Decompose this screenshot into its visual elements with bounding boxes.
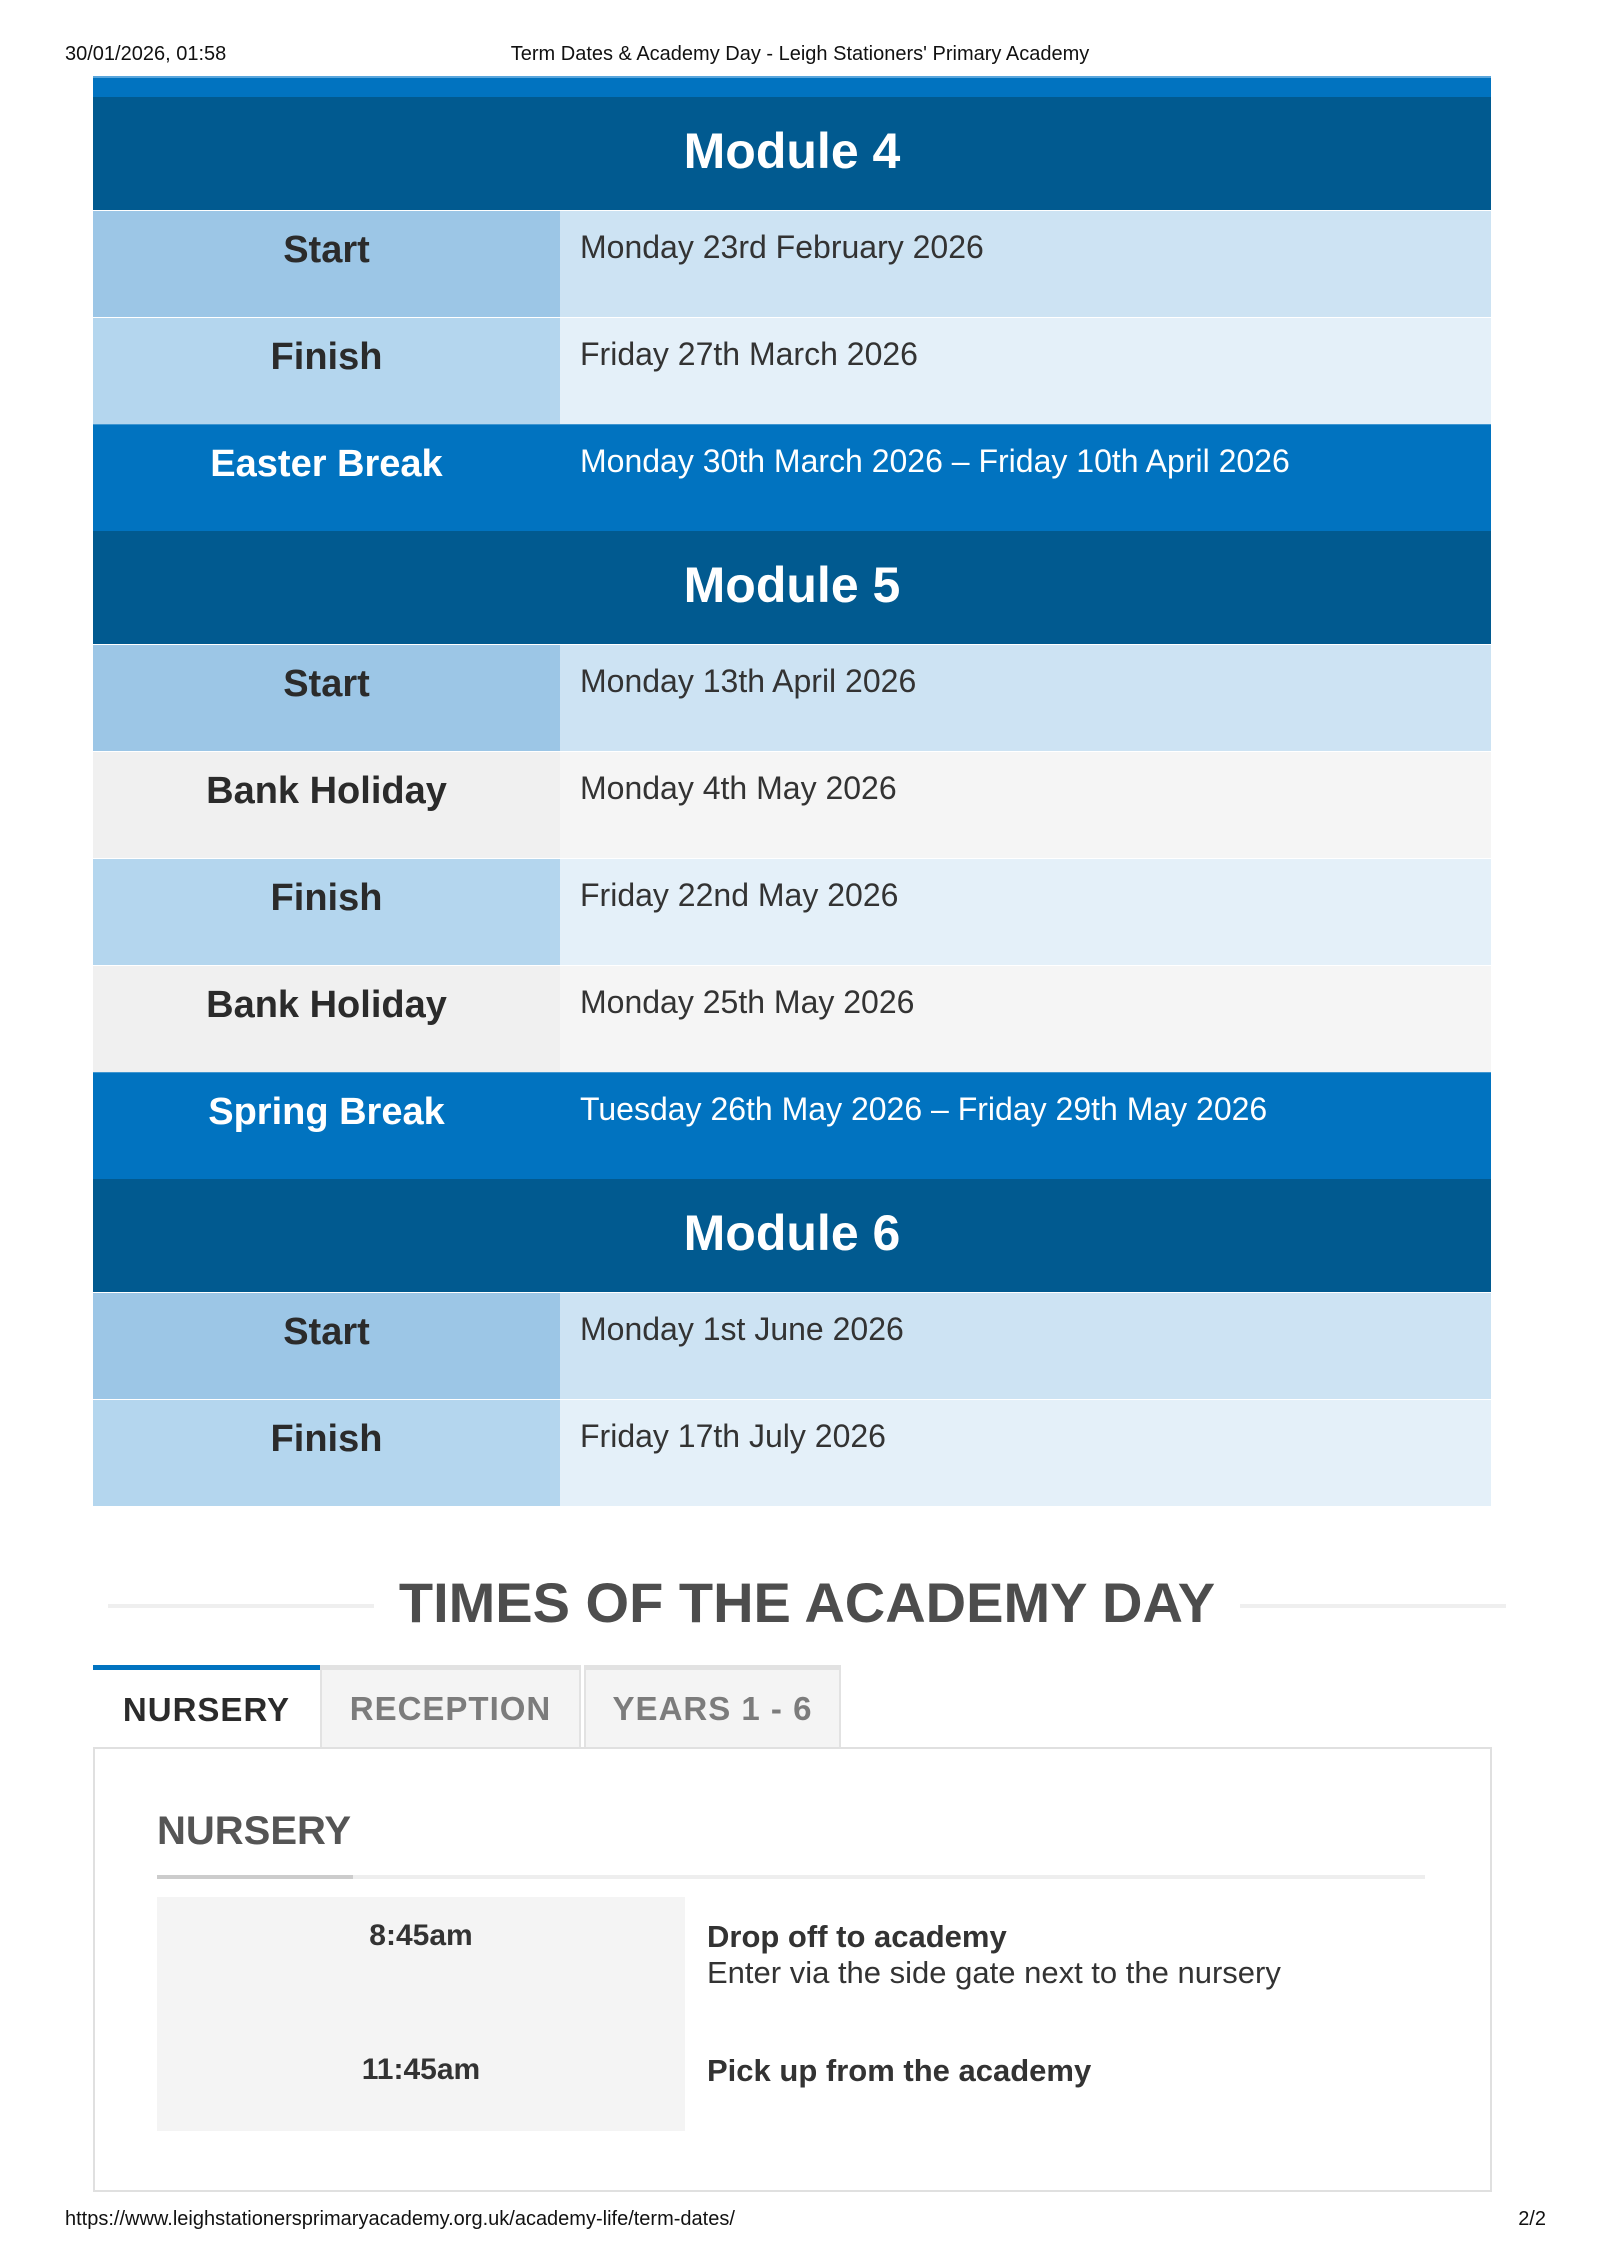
row-value: Monday 1st June 2026 [560,1293,1491,1399]
time-title: Pick up from the academy [707,2053,1092,2088]
module-header: Module 5 [93,531,1491,644]
table-row [93,644,1491,751]
row-label: Start [93,645,560,751]
panel-divider [157,1875,1425,1879]
time-row [157,1897,1425,2027]
row-value: Friday 27th March 2026 [560,318,1491,424]
print-header [0,0,1600,76]
section-title: TIMES OF THE ACADEMY DAY [398,1571,1216,1634]
table-row [93,751,1491,858]
print-page-number: 2/2 [1518,2208,1546,2230]
print-datetime: 30/01/2026, 01:58 [65,43,227,65]
time-row [157,2027,1425,2131]
row-label: Bank Holiday [93,966,560,1072]
time-description [685,1897,1425,2027]
row-label: Start [93,211,560,317]
tab-years-1-6[interactable]: YEARS 1 - 6 [584,1665,841,1749]
row-label: Easter Break [210,443,443,485]
nursery-tab-panel [93,1747,1492,2192]
row-value: Monday 23rd February 2026 [560,211,1491,317]
row-value: Monday 30th March 2026 – Friday 10th April 2026 [580,443,1290,479]
row-value: Monday 25th May 2026 [560,966,1491,1072]
row-value: Friday 22nd May 2026 [560,859,1491,965]
table-row [93,1072,1491,1179]
time-description [685,2027,1425,2131]
row-label: Finish [93,318,560,424]
time-title: Drop off to academy [707,1919,1007,1954]
print-url: https://www.leighstationersprimaryacademy.org.uk/academy-life/term-dates/ [65,2208,735,2230]
term-dates-table [93,76,1491,1506]
panel-divider-accent [157,1875,353,1879]
academy-day-tabs [93,1665,841,1749]
module-header: Module 6 [93,1179,1491,1292]
row-value: Friday 17th July 2026 [560,1400,1491,1506]
row-label: Finish [93,859,560,965]
table-row [93,424,1491,531]
table-row [93,858,1491,965]
tab-reception[interactable]: RECEPTION [320,1665,581,1749]
row-label: Spring Break [208,1091,445,1133]
table-row [93,1399,1491,1506]
table-top-strip [93,76,1491,97]
times-table [157,1897,1425,2131]
row-value: Monday 4th May 2026 [560,752,1491,858]
table-row [93,317,1491,424]
academy-day-heading [108,1560,1506,1655]
time-value: 8:45am [157,1897,685,2027]
print-page-title: Term Dates & Academy Day - Leigh Stationers' Primary Academy [510,43,1090,65]
time-note: Enter via the side gate next to the nursery [707,1955,1281,1990]
module-header: Module 4 [93,97,1491,210]
row-label: Bank Holiday [93,752,560,858]
row-value: Monday 13th April 2026 [560,645,1491,751]
heading-divider-right [1240,1604,1506,1608]
panel-title: NURSERY [157,1809,352,1853]
time-value: 11:45am [157,2027,685,2131]
tab-nursery[interactable]: NURSERY [93,1665,320,1749]
row-label: Finish [93,1400,560,1506]
row-value: Tuesday 26th May 2026 – Friday 29th May 2026 [580,1091,1268,1127]
table-row [93,210,1491,317]
table-row [93,1292,1491,1399]
table-row [93,965,1491,1072]
row-label: Start [93,1293,560,1399]
